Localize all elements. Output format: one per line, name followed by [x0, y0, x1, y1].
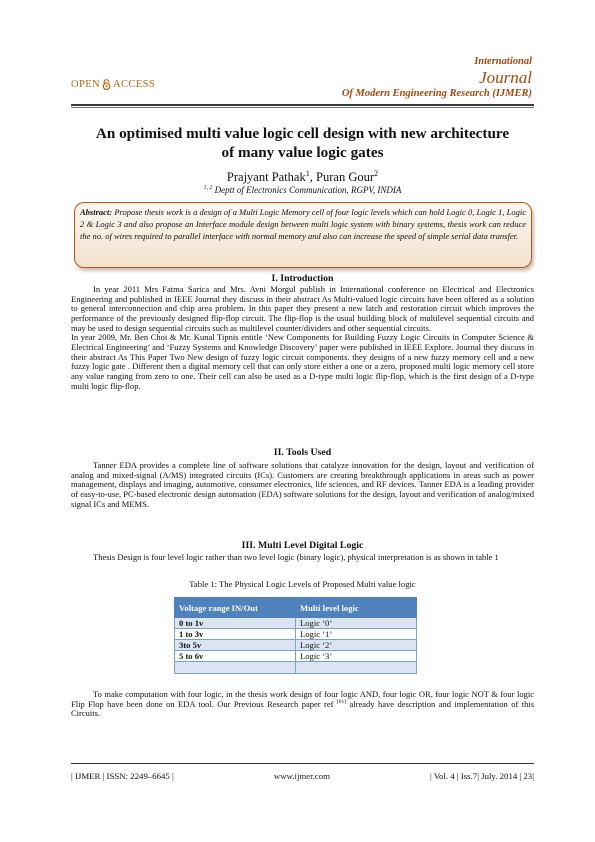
- table-row: [175, 651, 417, 662]
- logic-levels-table: [174, 597, 417, 674]
- table-cell: Logic ‘3’: [296, 651, 417, 662]
- footer-website: www.ijmer.com: [273, 771, 330, 781]
- footer-left: | IJMER | ISSN: 2249–6645 |: [71, 771, 174, 781]
- affiliation-text: Deptt of Electronics Communication, RGPV, INDIA: [214, 185, 402, 195]
- after-table-text-b: already have description and implementation of this Circuits.: [71, 698, 534, 719]
- table-row: [175, 618, 417, 629]
- open-lock-icon: [102, 79, 111, 90]
- open-access-logo: [71, 79, 155, 90]
- abstract-text: Propose thesis work is a design of a Multi Logic Memory cell of four logic levels which can hold Logic 0, Logic 1, Logic 2 & Logic 3 and also propose an Interface module design between multi logic system with binary systems, thesis work can reduce the no. of wires required to parallel interface with normal memory and also can increase the speed of simple serial data transfer.: [80, 207, 526, 242]
- author1-sup: 1: [305, 168, 310, 178]
- affiliation: [71, 185, 534, 196]
- tools-paragraph: Tanner EDA provides a complete line of software solutions that catalyze innovation for the design, layout and verification of analog and mixed-signal (A/MS) integrated circuits (ICs). Customers are creating breakthrough applications in areas such as power management, displays and imaging, automotive, consumer electronics, life sciences, and RF devices. Tanner EDA is a leading provider of easy-to-use, PC-based electronic design automation (EDA) software solutions for the design, layout and verification of analog/mixed signal ICs and MEMS.: [71, 460, 534, 509]
- table-header-voltage: Voltage range IN/Out: [175, 598, 296, 618]
- journal-line1: International: [474, 56, 532, 67]
- abstract-label: Abstract:: [80, 207, 113, 217]
- intro-paragraph-2: In year 2009, Mr. Ben Choi & Mr. Kunal Tipnis entitle ‘New Components for Building Fuzzy Logic Circuits in Computer Science & Electrical Engineering’ and ‘Fuzzy Systems and Knowledge Discovery’ paper were published in IEEE Explore. Journal they discuss in their abstract As This Paper Two New design of fuzzy logic circuit components. they designs of a new fuzzy memory cell and a new fuzzy logic gate . Different then a digital memory cell that can only store either a one or a zero, proposed multi logic memory cell store any value ranging from zero to one. Their cell can also be used as a D-type multi logic flip-flop, which is the first design of a D-type multi logic flip-flop.: [71, 332, 534, 391]
- abstract: [80, 206, 526, 242]
- header-rule-thin: [71, 107, 534, 108]
- table-cell: [296, 662, 417, 674]
- title-line2: of many value logic gates: [221, 144, 384, 161]
- intro-paragraph-1: In year 2011 Mrs Fatma Sarica and Mrs. Avni Morgul publish in International conference on Electrical and Electronics Engineering and published in IEEE Journal they discuss in their abstract As Multi-valued logic circuits have been offered as a solution to general interconnection and chip area problem. In this paper they present a new latch and restoration circuit which improves the performance of the previously designed flip-flop circuit. The flip-flop is the usual building block of multilevel sequential circuits and may be used to design sequential circuits such as multilevel counter/dividers and other sequential circuits.: [71, 284, 534, 333]
- journal-line2: Journal: [479, 68, 532, 87]
- author2: Puran Gour: [316, 170, 375, 184]
- table-header-row: [175, 598, 417, 618]
- table-caption: Table 1: The Physical Logic Levels of Proposed Multi value logic: [189, 579, 416, 589]
- header-rule: [71, 104, 534, 106]
- table-row: [175, 629, 417, 640]
- paper-title: [71, 124, 534, 162]
- authors: [71, 170, 534, 185]
- table-row: [175, 640, 417, 651]
- intro-heading: I. Introduction: [271, 273, 334, 284]
- footer-rule: [71, 763, 534, 764]
- author2-sup: 2: [374, 168, 379, 178]
- author-sep: ,: [309, 170, 317, 184]
- multilevel-paragraph: Thesis Design is four level logic rather than two level logic (binary logic), physical interpretation is as shown in table 1: [93, 552, 499, 562]
- table-cell: 0 to 1v: [175, 618, 296, 629]
- reference-sup: [01]: [336, 698, 347, 705]
- table-cell: 5 to 6v: [175, 651, 296, 662]
- footer-right: | Vol. 4 | Iss.7| July. 2014 | 23|: [430, 771, 534, 781]
- table-cell: 1 to 3v: [175, 629, 296, 640]
- journal-line3: Of Modern Engineering Research (IJMER): [341, 88, 532, 99]
- table-cell: Logic ‘1’: [296, 629, 417, 640]
- title-line1: An optimised multi value logic cell design with new architecture: [95, 125, 510, 142]
- table-row-empty: [175, 662, 417, 674]
- author1: Prajyant Pathak: [226, 170, 306, 184]
- table-cell: Logic ‘2’: [296, 640, 417, 651]
- footer: [71, 771, 534, 781]
- tools-body: [71, 461, 534, 509]
- intro-body: [71, 285, 534, 391]
- after-table-body: [71, 690, 534, 719]
- table-cell: 3to 5v: [175, 640, 296, 651]
- after-table-paragraph: [71, 690, 534, 719]
- open-access-right: ACCESS: [113, 79, 156, 90]
- table-header-logic: Multi level logic: [296, 598, 417, 618]
- multilevel-heading: III. Multi Level Digital Logic: [241, 540, 364, 551]
- table-cell: Logic ‘0’: [296, 618, 417, 629]
- journal-banner: [342, 55, 532, 100]
- tools-heading: II. Tools Used: [273, 447, 332, 458]
- open-access-left: OPEN: [71, 79, 101, 90]
- table-cell: [175, 662, 296, 674]
- after-table-text-a: To make computation with four logic, in the thesis work design of four logic AND, four logic OR, four logic NOT & four logic Flip Flop have been done on EDA tool. Our Previous Research paper ref: [71, 689, 534, 709]
- affiliation-sup: 1, 2: [203, 185, 213, 191]
- multilevel-body: [71, 553, 534, 563]
